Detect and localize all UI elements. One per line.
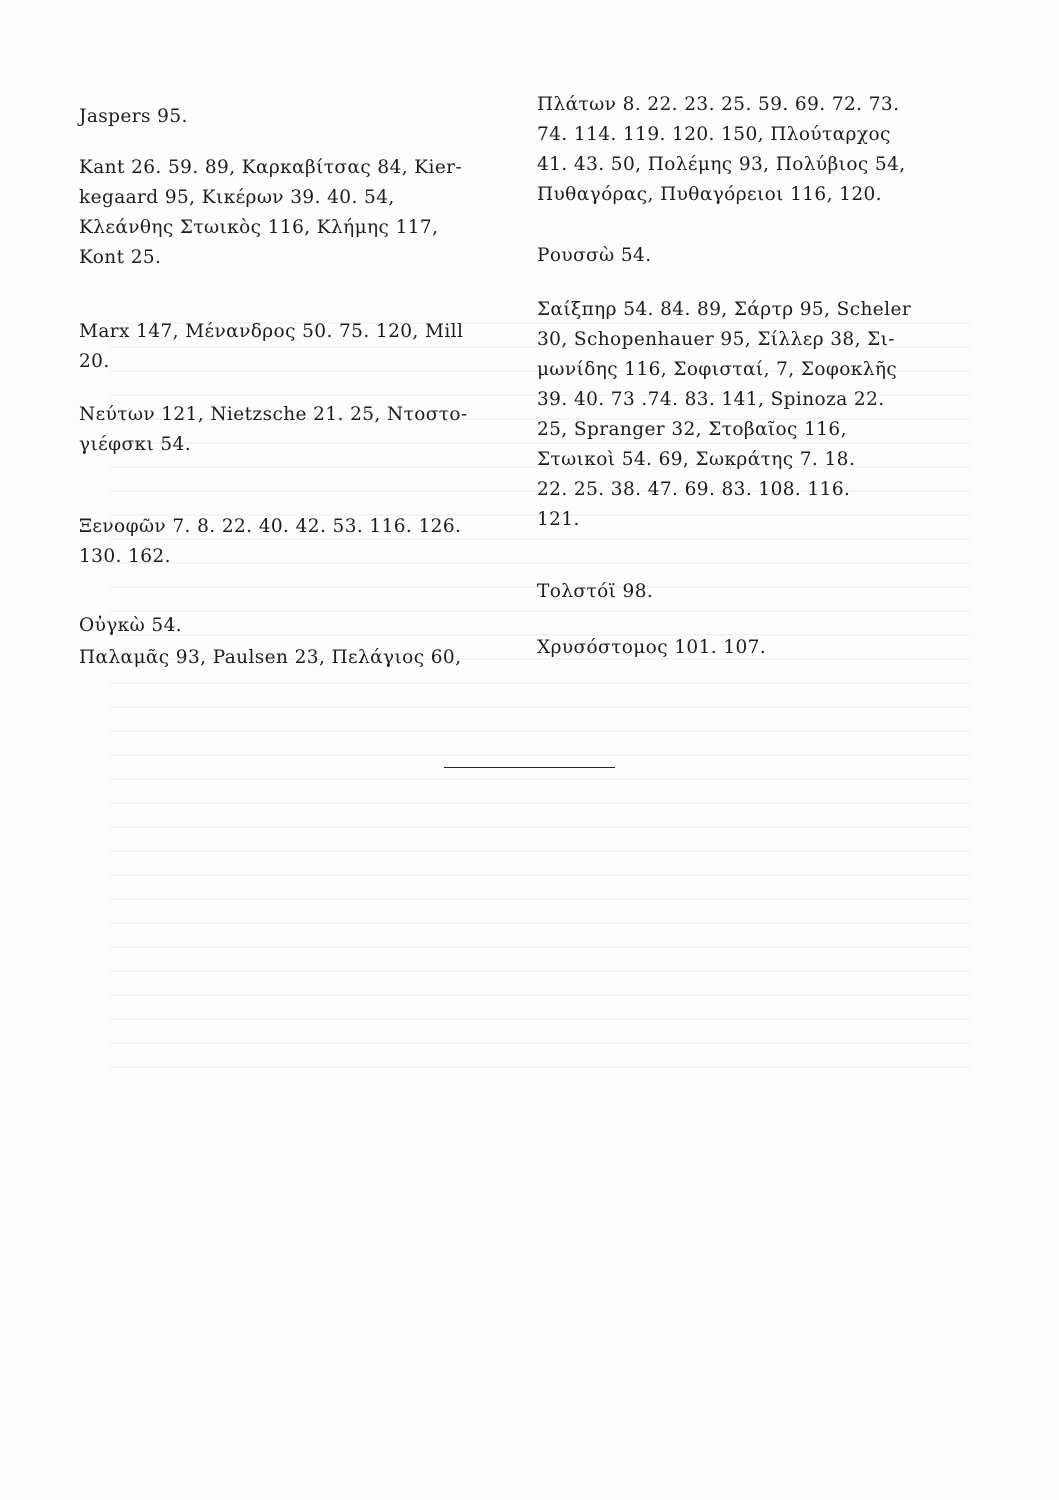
entry-line: Ξενοφῶν 7. 8. 22. 40. 42. 53. 116. 126.	[79, 516, 462, 537]
entry-line: 130. 162.	[79, 546, 171, 567]
entry-line: 25, Spranger 32, Στοβαῖος 116,	[537, 419, 847, 440]
entry-line: Χρυσόστομος 101. 107.	[537, 637, 767, 658]
entry-line: Σαίξπηρ 54. 84. 89, Σάρτρ 95, Scheler	[537, 299, 912, 320]
entry-line: Πλάτων 8. 22. 23. 25. 59. 69. 72. 73.	[537, 94, 900, 115]
entry-line: Οὐγκὼ 54.	[79, 615, 183, 636]
entry-line: Kont 25.	[79, 247, 162, 268]
index-entry-marx	[79, 317, 531, 377]
entry-line: γιέφσκι 54.	[79, 434, 191, 455]
entry-line: 39. 40. 73 .74. 83. 141, Spinoza 22.	[537, 389, 885, 410]
index-entry-shakespeare	[537, 295, 989, 535]
index-entry-rousseau	[537, 241, 989, 271]
index-entry-kant	[79, 153, 531, 273]
entry-line: 41. 43. 50, Πολέμης 93, Πολύβιος 54,	[537, 154, 906, 175]
entry-line: kegaard 95, Κικέρων 39. 40. 54,	[79, 187, 395, 208]
index-entry-jaspers	[79, 102, 531, 132]
entry-line: 74. 114. 119. 120. 150, Πλούταρχος	[537, 124, 891, 145]
entry-line: 20.	[79, 351, 110, 372]
index-entry-xenophon	[79, 512, 531, 572]
index-entry-chrysostomos	[537, 633, 989, 663]
entry-line: Marx 147, Μένανδρος 50. 75. 120, Mill	[79, 321, 464, 342]
index-entry-neuton	[79, 400, 531, 460]
section-end-rule	[444, 767, 615, 768]
entry-line: μωνίδης 116, Σοφισταί, 7, Σοφοκλῆς	[537, 359, 898, 380]
entry-line: 121.	[537, 509, 580, 530]
entry-line: Πυθαγόρας, Πυθαγόρειοι 116, 120.	[537, 184, 882, 205]
entry-line: Jaspers 95.	[79, 106, 188, 127]
entry-line: Τολστόϊ 98.	[537, 581, 654, 602]
index-entry-hugo	[79, 611, 531, 641]
entry-line: Στωικοὶ 54. 69, Σωκράτης 7. 18.	[537, 449, 856, 470]
index-entry-tolstoi	[537, 577, 989, 607]
entry-line: Νεύτων 121, Nietzsche 21. 25, Ντοστο-	[79, 404, 468, 425]
index-entry-platon	[537, 90, 989, 210]
entry-line: 22. 25. 38. 47. 69. 83. 108. 116.	[537, 479, 851, 500]
entry-line: 30, Schopenhauer 95, Σίλλερ 38, Σι-	[537, 329, 895, 350]
entry-line: Κλεάνθης Στωικὸς 116, Κλήμης 117,	[79, 217, 439, 238]
index-entry-palamas	[79, 643, 531, 673]
entry-line: Ρουσσὼ 54.	[537, 245, 652, 266]
entry-line: Παλαμᾶς 93, Paulsen 23, Πελάγιος 60,	[79, 647, 462, 668]
entry-line: Kant 26. 59. 89, Καρκαβίτσας 84, Kier-	[79, 157, 463, 178]
